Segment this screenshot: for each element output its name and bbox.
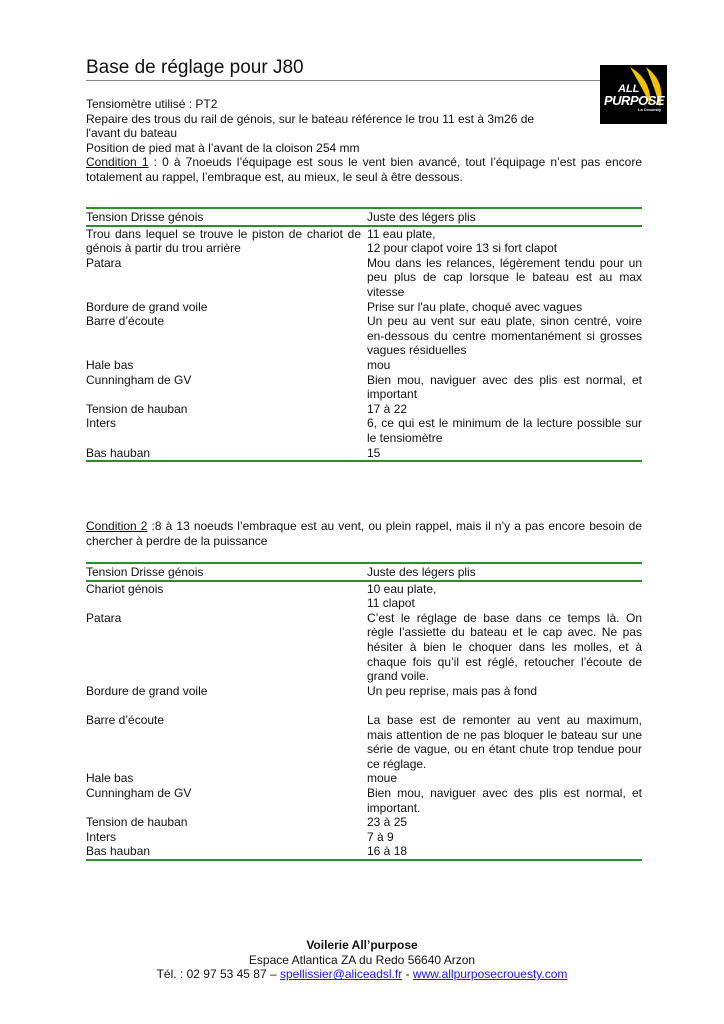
table-row [86, 300, 642, 315]
table-row [86, 786, 642, 815]
table-row [86, 402, 642, 417]
row-value: 11 eau plate, [367, 226, 436, 241]
row-value: 6, ce qui est le minimum de la lecture possible sur le tensiomètre [367, 416, 642, 445]
table-row [86, 844, 642, 859]
header-cell-1: Tension Drisse génois [86, 210, 204, 224]
table-row [86, 684, 642, 699]
footer-phone: Tél. : 02 97 53 45 87 – [156, 967, 280, 982]
table-header-row [86, 565, 642, 580]
table-row [86, 314, 642, 358]
table-row [86, 227, 642, 256]
row-label: Chariot génois [86, 581, 164, 596]
table-row [86, 771, 642, 786]
row-value: 16 à 18 [367, 844, 408, 859]
logo-word-all: ALL [618, 83, 640, 95]
row-value: moue [367, 771, 398, 786]
table-row [86, 358, 642, 373]
logo-subtitle: La Crouesty [638, 107, 662, 112]
row-value: C’est le réglage de base dans ce temps là. On règle l’assiette du bateau et le cap avec. Ne pas hésiter à bien le choquer dans les molles, et à chaque fois qu’il est réglé, retoucher l’écoute de grand voile. [367, 610, 642, 684]
row-value: 10 eau plate, [367, 581, 437, 596]
condition-1-paragraph [86, 155, 642, 184]
table-row [86, 611, 642, 684]
table-row [86, 830, 642, 845]
intro-block [86, 97, 642, 185]
row-value: Un peu au vent sur eau plate, sinon centré, voire en-dessous du centre momentanément si grosses vagues résiduelles [367, 314, 642, 358]
mast-foot-line: Position de pied mat à l’avant de la cloison 254 mm [86, 140, 360, 155]
row-value: mou [367, 357, 391, 372]
rail-holes-line: Repaire des trous du rail de génois, sur le bateau référence le trou 11 est à 3m26 de [86, 111, 535, 126]
row-label: Tension de hauban [86, 815, 188, 830]
row-value: 11 clapot [367, 596, 415, 611]
row-label: Barre d’écoute [86, 314, 165, 329]
row-label: Tension de hauban [86, 401, 188, 416]
page-title: Base de réglage pour J80 [86, 57, 304, 78]
table-top-rule [86, 207, 642, 209]
footer [0, 938, 724, 982]
title-rule [86, 80, 600, 81]
header-cell-2: Juste des légers plis [367, 565, 476, 579]
table-row [86, 446, 642, 461]
table-row [86, 416, 642, 445]
row-label: Inters [86, 829, 117, 844]
header-cell-2: Juste des légers plis [367, 210, 476, 224]
logo-word-purpose: PURPOSE [604, 93, 665, 108]
website-link[interactable]: www.allpurposecrouesty.com [412, 967, 568, 982]
row-value: 12 pour clapot voire 13 si fort clapot [367, 241, 558, 256]
row-label: Cunningham de GV [86, 785, 192, 800]
row-value: 17 à 22 [367, 401, 408, 416]
row-label: Trou dans lequel se trouve le piston de chariot de génois à partir du trou arrière [86, 226, 361, 256]
row-label: Inters [86, 416, 117, 431]
tensiometer-line: Tensiomètre utilisé : PT2 [86, 97, 218, 111]
row-label: Patara [86, 255, 122, 270]
table-bottom-rule [86, 460, 642, 462]
table-bottom-rule [86, 859, 642, 861]
table-row [86, 815, 642, 830]
row-value: Un peu reprise, mais pas à fond [367, 683, 538, 698]
row-label: Hale bas [86, 771, 134, 786]
row-label: Cunningham de GV [86, 372, 192, 387]
row-value: 23 à 25 [367, 815, 408, 830]
table-row [86, 713, 642, 771]
row-label: Bordure de grand voile [86, 683, 208, 698]
row-label: Hale bas [86, 357, 134, 372]
table-row [86, 256, 642, 300]
footer-separator: - [402, 967, 413, 982]
condition-2-label: Condition 2 [86, 519, 148, 533]
row-label: Bas hauban [86, 844, 151, 859]
table-top-rule [86, 562, 642, 564]
row-value: La base est de remonter au vent au maximum, mais attention de ne pas bloquer le bateau sur une série de vague, ou en étant chute trop tendue pour ce réglage. [367, 712, 642, 771]
condition-1-text: : 0 à 7noeuds l’équipage est sous le vent bien avancé, tout l’équipage n’est pas encore totalement au rappel, l’embraque est, au mieux, le seul à être dessous. [86, 155, 642, 184]
footer-contact [0, 967, 724, 982]
table-header-row [86, 210, 642, 225]
row-label: Barre d’écoute [86, 712, 165, 727]
settings-table-condition-1 [86, 207, 642, 462]
table-row [86, 373, 642, 402]
header-cell-1: Tension Drisse génois [86, 565, 204, 579]
email-link[interactable]: spellissier@aliceadsl.fr [280, 967, 403, 982]
row-label: Bas hauban [86, 445, 151, 460]
footer-address: Espace Atlantica ZA du Redo 56640 Arzon [248, 952, 476, 967]
condition-1-label: Condition 1 [86, 155, 149, 170]
row-value: Mou dans les relances, légèrement tendu pour un peu plus de cap lorsque le bateau est au max vitesse [367, 255, 642, 299]
row-label: Patara [86, 610, 122, 625]
settings-table-condition-2 [86, 562, 642, 861]
table-row [86, 582, 642, 611]
row-value: Bien mou, naviguer avec des plis est normal, et important [367, 372, 642, 402]
row-value: Prise sur l'au plate, choqué avec vagues [367, 299, 583, 314]
footer-company: Voilerie All’purpose [306, 938, 418, 952]
rail-holes-line-cont: l'avant du bateau [86, 126, 178, 141]
condition-2-paragraph [86, 519, 642, 548]
row-value: 15 [367, 445, 381, 460]
row-value: 7 à 9 [367, 829, 394, 844]
row-value: Bien mou, naviguer avec des plis est normal, et important. [367, 785, 642, 815]
condition-2-text: :8 à 13 noeuds l’embraque est au vent, ou plein rappel, mais il n’y a pas encore besoin de chercher à perdre de la puissance [86, 519, 642, 548]
row-label: Bordure de grand voile [86, 299, 208, 314]
